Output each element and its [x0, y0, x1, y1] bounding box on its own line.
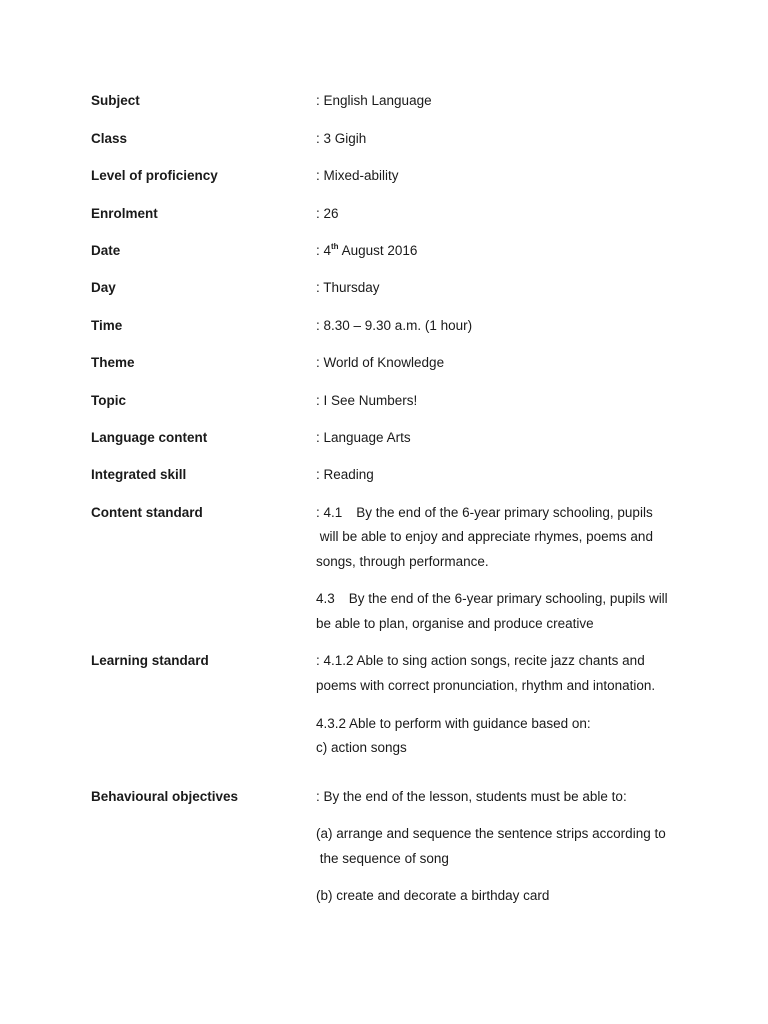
topic-value: : I See Numbers!	[316, 393, 418, 408]
learning-standard-label: Learning standard	[91, 653, 209, 668]
content-standard-item2-text: By the end of the 6-year primary schooling, pupils will	[348, 591, 668, 606]
class-value: : 3 Gigih	[316, 131, 367, 146]
integrated-skill-label: Integrated skill	[91, 467, 187, 482]
language-content-label: Language content	[91, 430, 208, 445]
theme-label: Theme	[91, 355, 135, 370]
content-standard-line-3: songs, through performance.	[316, 554, 489, 569]
enrolment-value: : 26	[316, 206, 339, 221]
date-value	[316, 243, 417, 259]
learning-standard-line-4: c) action songs	[316, 740, 407, 755]
content-standard-item2-number: 4.3	[316, 591, 335, 606]
objective-a-line-2: the sequence of song	[316, 851, 449, 866]
content-standard-line-2: will be able to enjoy and appreciate rhymes, poems and	[316, 529, 653, 544]
content-standard-line-5: be able to plan, organise and produce creative	[316, 616, 594, 631]
content-standard-item1-number: : 4.1	[316, 505, 343, 520]
date-suffix: August 2016	[338, 243, 418, 258]
content-standard-line-4	[316, 591, 668, 607]
subject-value: : English Language	[316, 93, 432, 108]
time-value: : 8.30 – 9.30 a.m. (1 hour)	[316, 318, 473, 333]
objective-b-line-1: (b) create and decorate a birthday card	[316, 888, 550, 903]
subject-label: Subject	[91, 93, 140, 108]
content-standard-label: Content standard	[91, 505, 203, 520]
integrated-skill-value: : Reading	[316, 467, 374, 482]
level-label: Level of proficiency	[91, 168, 218, 183]
time-label: Time	[91, 318, 123, 333]
date-ordinal: th	[331, 242, 339, 251]
enrolment-label: Enrolment	[91, 206, 158, 221]
learning-standard-line-3: 4.3.2 Able to perform with guidance based on:	[316, 716, 591, 731]
level-value: : Mixed-ability	[316, 168, 399, 183]
content-standard-item1-text: By the end of the 6-year primary schooling, pupils	[356, 505, 653, 520]
day-label: Day	[91, 280, 116, 295]
theme-value: : World of Knowledge	[316, 355, 445, 370]
date-label: Date	[91, 243, 121, 258]
learning-standard-line-2: poems with correct pronunciation, rhythm and intonation.	[316, 678, 656, 693]
class-label: Class	[91, 131, 128, 146]
learning-standard-line-1: : 4.1.2 Able to sing action songs, recite jazz chants and	[316, 653, 645, 668]
date-prefix: : 4	[316, 243, 332, 258]
content-standard-line-1	[316, 505, 653, 521]
language-content-value: : Language Arts	[316, 430, 411, 445]
behavioural-objectives-label: Behavioural objectives	[91, 789, 239, 804]
behavioural-objectives-intro: : By the end of the lesson, students must be able to:	[316, 789, 627, 804]
day-value: : Thursday	[316, 280, 380, 295]
objective-a-line-1: (a) arrange and sequence the sentence strips according to	[316, 826, 666, 841]
topic-label: Topic	[91, 393, 126, 408]
